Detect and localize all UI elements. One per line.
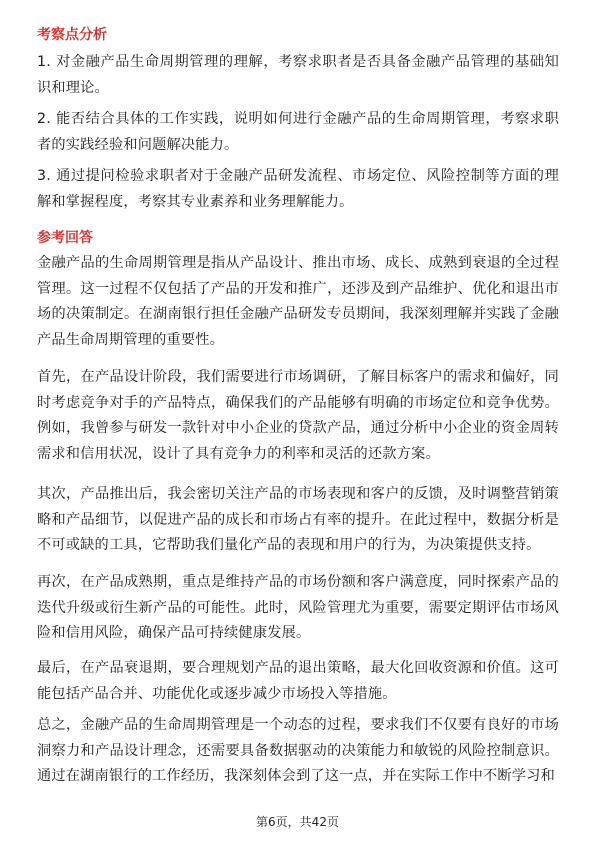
answer-paragraph-third: 再次，在产品成熟期，重点是维持产品的市场份额和客户满意度，同时探索产品的迭代升级或衍生新产品的可能性。此时，风险管理尤为重要，需要定期评估市场风险和信用风险，确保产品可持续健康发展。 [37,574,559,641]
answer-paragraph-second: 其次，产品推出后，我会密切关注产品的市场表现和客户的反馈，及时调整营销策略和产品细节，以促进产品的成长和市场占有率的提升。在此过程中，数据分析是不可或缺的工具，它帮助我们量化产品的表现和用户的行为，为决策提供支持。 [37,486,559,553]
analysis-item-1: 1. 对金融产品生命周期管理的理解，考察求职者是否具备金融产品管理的基础知识和理论。 [37,54,559,96]
analysis-item-3: 3. 通过提问检验求职者对于金融产品研发流程、市场定位、风险控制等方面的理解和掌握程度，考察其专业素养和业务理解能力。 [37,168,559,210]
page-number: 第6页，共42页 [256,815,339,829]
answer-paragraph-intro: 金融产品的生命周期管理是指从产品设计、推出市场、成长、成熟到衰退的全过程管理。这一过程不仅包括了产品的开发和推广，还涉及到产品维护、优化和退出市场的决策制定。在湖南银行担任金融产品研发专员期间，我深刻理解并实践了金融产品生命周期管理的重要性。 [37,255,559,348]
section-heading-reference-answer: 参考回答 [37,230,93,246]
answer-paragraph-fourth: 最后，在产品衰退期，要合理规划产品的退出策略，最大化回收资源和价值。这可能包括产品合并、功能优化或逐步减少市场投入等措施。 [37,660,559,702]
analysis-item-2: 2. 能否结合具体的工作实践，说明如何进行金融产品的生命周期管理，考察求职者的实践经验和问题解决能力。 [37,111,559,153]
answer-paragraph-first: 首先，在产品设计阶段，我们需要进行市场调研，了解目标客户的需求和偏好，同时考虑竞争对手的产品特点，确保我们的产品能够有明确的市场定位和竞争优势。例如，我曾参与研发一款针对中小企业的贷款产品，通过分析中小企业的资金周转需求和信用状况，设计了具有竞争力的利率和灵活的还款方案。 [37,369,559,462]
section-heading-analysis: 考察点分析 [37,27,107,43]
answer-paragraph-summary: 总之，金融产品的生命周期管理是一个动态的过程，要求我们不仅要有良好的市场洞察力和产品设计理念，还需要具备数据驱动的决策能力和敏锐的风险控制意识。通过在湖南银行的工作经历，我深刻体会到了这一点，并在实际工作中不断学习和 [37,717,559,784]
